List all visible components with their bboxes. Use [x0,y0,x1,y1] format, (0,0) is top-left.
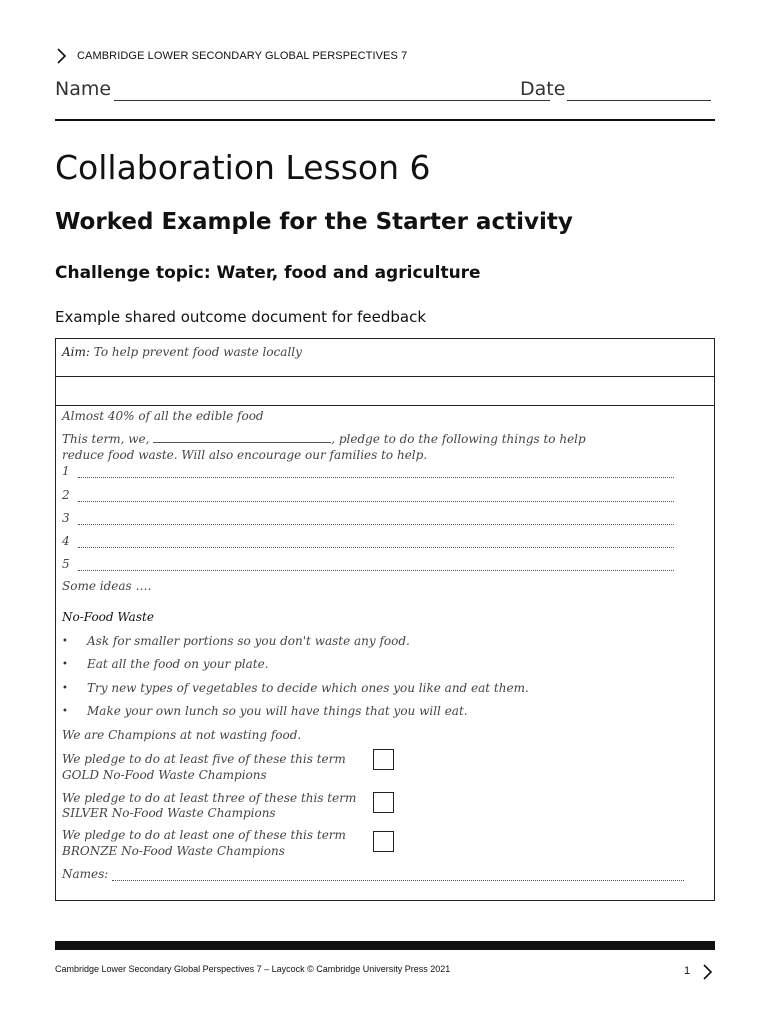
pledge-line-2: reduce food waste. Will also encourage our families to help. [62,448,428,462]
pledge-start: This term, we, [62,432,150,446]
section-heading: No-Food Waste [62,610,154,624]
dotted-line [78,538,674,548]
bronze-pledge: We pledge to do at least one of these this term [62,828,346,842]
bullet-icon: • [62,705,68,717]
intro-text: Almost 40% of all the edible food [62,409,264,423]
page-subtitle: Worked Example for the Starter activity [55,209,573,235]
team-name-blank[interactable] [153,433,331,443]
gold-checkbox[interactable] [373,749,394,770]
dotted-line [112,871,684,881]
outcome-label: Example shared outcome document for feedback [55,308,427,326]
pledge-item-5[interactable] [62,557,674,571]
item-number: 1 [62,464,70,478]
bullet-text: Ask for smaller portions so you don't waste any food. [87,634,410,648]
bullet-icon: • [62,658,68,670]
item-number: 5 [62,557,70,571]
names-label: Names: [62,867,109,881]
series-header [55,47,407,65]
aim [62,345,302,359]
shared-outcome-document [55,338,715,901]
names-line[interactable] [62,867,684,881]
bronze-award: BRONZE No-Food Waste Champions [62,844,285,858]
chevron-right-icon [55,47,69,65]
idea-bullet [62,634,410,648]
bronze-checkbox[interactable] [373,831,394,852]
silver-award: SILVER No-Food Waste Champions [62,806,276,820]
dotted-line [78,515,674,525]
item-number: 2 [62,488,70,502]
gold-award: GOLD No-Food Waste Champions [62,768,267,782]
series-title: CAMBRIDGE LOWER SECONDARY GLOBAL PERSPECTIVES 7 [77,50,408,62]
dotted-line [78,468,674,478]
pledge-item-4[interactable] [62,534,674,548]
pledge-line [62,432,586,446]
name-date-row [55,76,715,106]
item-number: 3 [62,511,70,525]
bullet-text: Try new types of vegetables to decide which ones you like and eat them. [87,681,529,695]
idea-bullet [62,681,529,695]
dotted-line [78,492,674,502]
chevron-right-icon[interactable] [702,963,714,981]
silver-checkbox[interactable] [373,792,394,813]
item-number: 4 [62,534,70,548]
bullet-icon: • [62,635,68,647]
champions-text: We are Champions at not wasting food. [62,728,302,742]
top-divider [55,119,715,121]
pledge-item-1[interactable] [62,464,674,478]
pledge-item-3[interactable] [62,511,674,525]
dotted-line [78,561,674,571]
idea-bullet [62,657,269,671]
idea-bullet [62,704,468,718]
name-field[interactable] [114,100,550,101]
page-number: 1 [684,965,691,977]
bullet-text: Eat all the food on your plate. [87,657,269,671]
aim-text: To help prevent food waste locally [93,345,302,359]
silver-pledge: We pledge to do at least three of these this term [62,791,357,805]
page-title: Collaboration Lesson 6 [55,148,431,187]
date-label: Date [520,78,566,100]
empty-row [56,377,714,406]
pledge-item-2[interactable] [62,488,674,502]
aim-row [56,339,714,377]
footer-rule [55,941,715,950]
footer-copyright: Cambridge Lower Secondary Global Perspectives 7 – Laycock © Cambridge University Press 2021 [55,964,451,974]
gold-pledge: We pledge to do at least five of these this term [62,752,346,766]
bullet-icon: • [62,682,68,694]
pledge-end: , pledge to do the following things to help [331,432,586,446]
name-label: Name [55,78,112,100]
ideas-text: Some ideas …. [62,579,152,593]
date-field[interactable] [567,100,711,101]
aim-label: Aim: [62,345,90,359]
challenge-topic: Challenge topic: Water, food and agriculture [55,263,481,283]
bullet-text: Make your own lunch so you will have things that you will eat. [87,704,468,718]
